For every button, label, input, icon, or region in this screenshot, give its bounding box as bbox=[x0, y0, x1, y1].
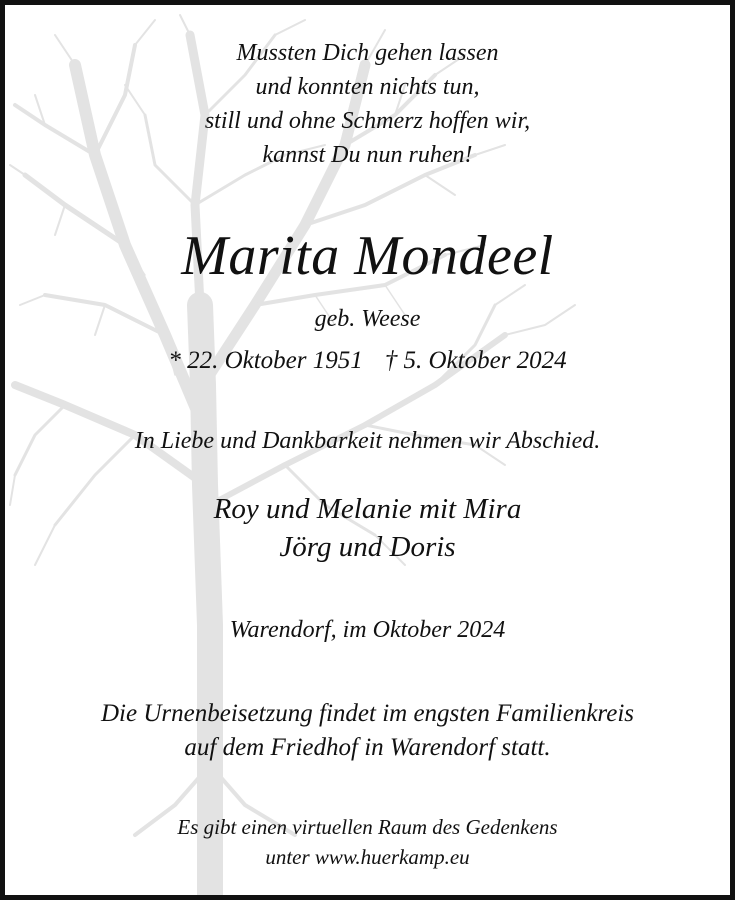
poem-line: Mussten Dich gehen lassen bbox=[236, 40, 499, 66]
poem bbox=[0, 36, 735, 172]
poem-line: still und ohne Schmerz hoffen wir, bbox=[204, 108, 531, 134]
virtual-line: Es gibt einen virtuellen Raum des Gedenkens bbox=[177, 815, 558, 839]
burial-notice bbox=[0, 697, 735, 765]
death-date: † 5. Oktober 2024 bbox=[384, 347, 567, 374]
place-date: Warendorf, im Oktober 2024 bbox=[229, 617, 506, 643]
life-dates bbox=[0, 343, 735, 379]
deceased-name: Marita Mondeel bbox=[181, 225, 554, 287]
virtual-line: unter www.huerkamp.eu bbox=[265, 845, 470, 869]
family-line: Roy und Melanie mit Mira bbox=[213, 493, 522, 525]
birth-date: * 22. Oktober 1951 bbox=[168, 347, 363, 374]
poem-line: und konnten nichts tun, bbox=[255, 74, 480, 100]
burial-line: Die Urnenbeisetzung findet im engsten Familienkreis bbox=[101, 700, 634, 727]
family-names bbox=[0, 490, 735, 566]
burial-line: auf dem Friedhof in Warendorf statt. bbox=[184, 734, 551, 761]
farewell-text: In Liebe und Dankbarkeit nehmen wir Abschied. bbox=[134, 428, 601, 454]
virtual-memorial-notice bbox=[0, 812, 735, 872]
birth-name: geb. Weese bbox=[314, 306, 421, 332]
family-line: Jörg und Doris bbox=[279, 531, 456, 563]
poem-line: kannst Du nun ruhen! bbox=[262, 142, 473, 168]
